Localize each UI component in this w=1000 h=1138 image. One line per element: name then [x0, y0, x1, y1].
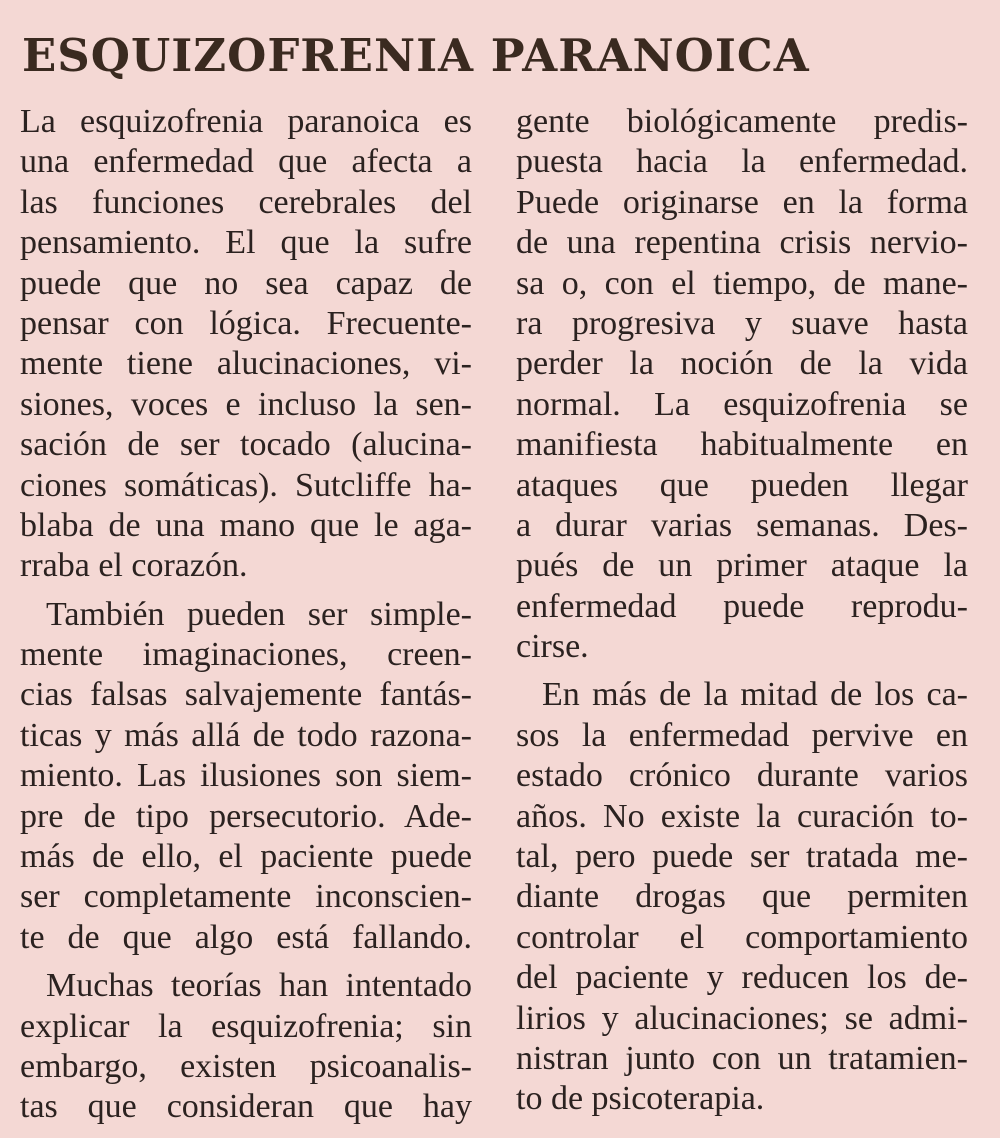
- text-line: perder la noción de la vida: [516, 345, 968, 383]
- text-line: enfermedad puede reprodu-: [516, 587, 968, 625]
- text-line: ciones somáticas). Sutcliffe ha-: [20, 466, 472, 504]
- text-line: embargo, existen psicoanalis-: [20, 1047, 472, 1085]
- text-line: ticas y más allá de todo razona-: [20, 716, 472, 754]
- text-line: pensar con lógica. Frecuente-: [20, 304, 472, 342]
- text-line: controlar el comportamiento: [516, 918, 968, 956]
- text-line: manifiesta habitualmente en: [516, 426, 968, 464]
- text-line: siones, voces e incluso la sen-: [20, 385, 472, 423]
- text-line: Muchas teorías han intentado: [46, 967, 472, 1005]
- text-line: ra progresiva y suave hasta: [516, 304, 968, 342]
- text-line: más de ello, el paciente puede: [20, 838, 472, 876]
- text-line: ser completamente inconscien-: [20, 878, 472, 916]
- text-line: explicar la esquizofrenia; sin: [20, 1007, 472, 1045]
- text-line: pre de tipo persecutorio. Ade-: [20, 797, 472, 835]
- right-column: [516, 102, 968, 1120]
- left-column: [20, 102, 472, 1128]
- text-line: una enfermedad que afecta a: [20, 143, 472, 181]
- text-line: nistran junto con un tratamien-: [516, 1039, 968, 1077]
- text-line: te de que algo está fallando.: [20, 918, 472, 956]
- text-line: puede que no sea capaz de: [20, 264, 472, 302]
- article-title: ESQUIZOFRENIA PARANOICA: [22, 29, 810, 82]
- text-line: años. No existe la curación to-: [516, 797, 968, 835]
- text-line: ataques que pueden llegar: [516, 466, 968, 504]
- text-line: tas que consideran que hay: [20, 1088, 472, 1126]
- text-line: a durar varias semanas. Des-: [516, 506, 968, 544]
- text-line: cirse.: [516, 628, 589, 666]
- text-line: del paciente y reducen los de-: [516, 959, 968, 997]
- text-line: miento. Las ilusiones son siem-: [20, 757, 472, 795]
- text-line: pensamiento. El que la sufre: [20, 224, 472, 262]
- paragraph: [516, 102, 968, 667]
- text-line: tal, pero puede ser tratada me-: [516, 838, 968, 876]
- text-line: pués de un primer ataque la: [516, 547, 968, 585]
- text-line: También pueden ser simple-: [46, 595, 472, 633]
- text-line: La esquizofrenia paranoica es: [20, 103, 472, 140]
- text-line: diante drogas que permiten: [516, 878, 968, 916]
- text-line: sa o, con el tiempo, de mane-: [516, 264, 968, 302]
- text-line: En más de la mitad de los ca-: [542, 676, 968, 714]
- text-line: blaba de una mano que le aga-: [20, 506, 472, 544]
- text-line: de una repentina crisis nervio-: [516, 224, 968, 262]
- text-line: sos la enfermedad pervive en: [516, 716, 968, 754]
- paragraph: [20, 595, 472, 959]
- text-line: mente imaginaciones, creen-: [20, 636, 472, 674]
- text-line: mente tiene alucinaciones, vi-: [20, 345, 472, 383]
- text-line: estado crónico durante varios: [516, 757, 968, 795]
- text-line: Puede originarse en la forma: [516, 183, 968, 221]
- text-line: las funciones cerebrales del: [20, 183, 472, 221]
- text-line: puesta hacia la enfermedad.: [516, 143, 968, 181]
- text-line: rraba el corazón.: [20, 547, 248, 585]
- paragraph: [20, 102, 472, 587]
- text-line: sación de ser tocado (alucina-: [20, 426, 472, 464]
- text-line: to de psicoterapia.: [516, 1080, 765, 1118]
- paragraph: [516, 675, 968, 1119]
- text-line: cias falsas salvajemente fantás-: [20, 676, 472, 714]
- text-line: gente biológicamente predis-: [516, 103, 968, 140]
- paragraph: [20, 966, 472, 1128]
- text-line: normal. La esquizofrenia se: [516, 385, 968, 423]
- text-line: lirios y alucinaciones; se admi-: [516, 999, 968, 1037]
